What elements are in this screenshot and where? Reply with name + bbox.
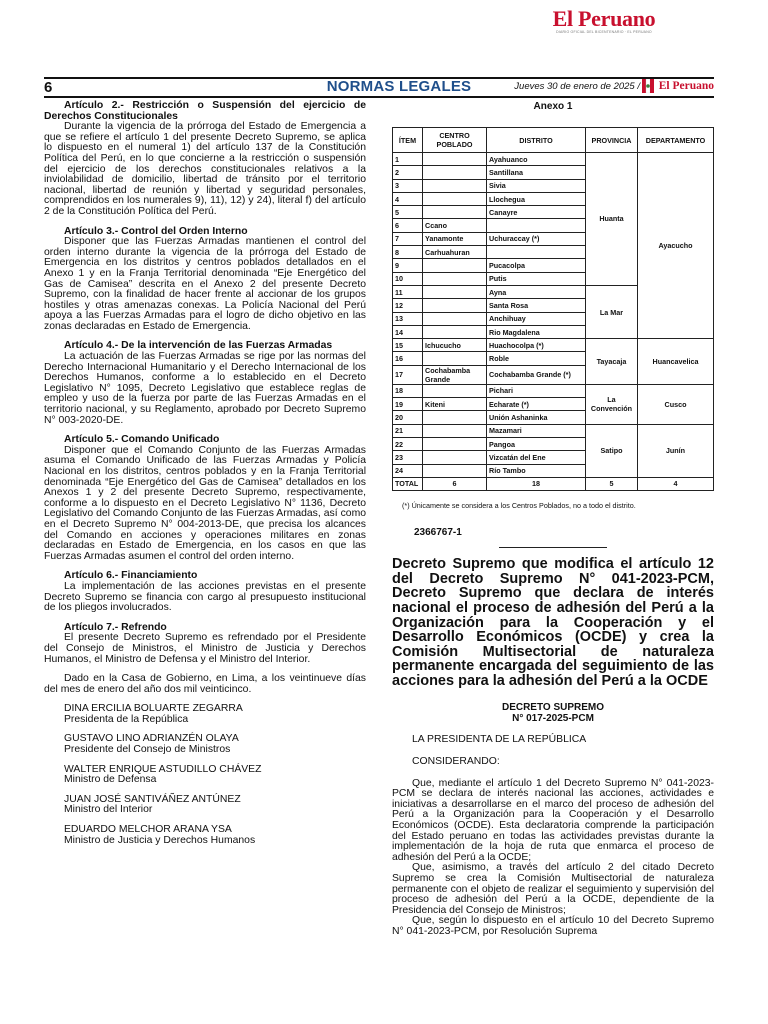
item-cell: 3 bbox=[393, 179, 423, 192]
departamento-cell: Cusco bbox=[638, 384, 714, 424]
table-row bbox=[393, 384, 714, 397]
decree-label: DECRETO SUPREMO bbox=[501, 702, 605, 714]
item-cell: 7 bbox=[393, 232, 423, 245]
column-header: PROVINCIA bbox=[586, 128, 638, 153]
annex-footnote: (*) Únicamente se considera a los Centros Poblados, no a todo el distrito. bbox=[402, 501, 636, 511]
signatory-name: DINA ERCILIA BOLUARTE ZEGARRA bbox=[64, 703, 243, 715]
centro-poblado-cell bbox=[423, 451, 487, 464]
item-cell: 1 bbox=[393, 153, 423, 166]
signatures bbox=[44, 695, 366, 846]
page-number: 6 bbox=[44, 79, 53, 96]
provincia-cell: Huanta bbox=[586, 153, 638, 286]
item-cell: 4 bbox=[393, 192, 423, 205]
distrito-cell: Pichari bbox=[487, 384, 586, 397]
distrito-cell: Santa Rosa bbox=[487, 299, 586, 312]
centro-poblado-cell: Cochabamba Grande bbox=[423, 365, 487, 384]
article-5-body: Disponer que el Comando Conjunto de las Fuerzas Armadas asuma el Comando Unificado de las Fuerzas Armadas y Policía Nacional en los distritos, centros poblados y en la Franja Territorial denominada “Eje Energético del Gas de Camisea” detallados en los Anexos 1 y 2 del presente Decreto Supremo, respectivamente, conforme a lo dispuesto en el Decreto Legislativo N° 1136, Decreto Legislativo del Comando Conjunto de las Fuerzas Armadas, así como en el Decreto Supremo N° 004-2013-DE, que precisa los alcances del Comando en acciones y operaciones militares en zonas declaradas en Estado de Emergencia, en los casos en que las Fuerzas Armadas asumen el control del orden interno. bbox=[44, 444, 366, 562]
item-cell: 23 bbox=[393, 451, 423, 464]
item-cell: 24 bbox=[393, 464, 423, 477]
item-cell: 8 bbox=[393, 246, 423, 259]
signatory-role: Ministro de Defensa bbox=[64, 774, 157, 786]
article-2-title: Artículo 2.- Restricción o Suspensión del ejercicio de Derechos Constitucionales bbox=[44, 100, 366, 122]
provincia-cell: La Convención bbox=[586, 384, 638, 424]
centro-poblado-cell bbox=[423, 325, 487, 338]
considering-paragraph-3: Que, según lo dispuesto en el artículo 10 del Decreto Supremo N° 041-2023-PCM, por Resolución Suprema bbox=[392, 915, 714, 937]
masthead bbox=[524, 8, 684, 35]
president-line: LA PRESIDENTA DE LA REPÚBLICA bbox=[412, 734, 587, 746]
distrito-cell: Río Tambo bbox=[487, 464, 586, 477]
centro-poblado-cell bbox=[423, 285, 487, 298]
table-header-row bbox=[393, 128, 714, 153]
article-2-body: Durante la vigencia de la prórroga del Estado de Emergencia a que se refiere el artículo 1 del presente Decreto Supremo, se aplica lo dispuesto en el numeral 1) del artículo 137 de la Constitución Política del Perú, en lo que concierne a la restricción o suspensión del ejercicio de los derechos constitucionales relativos a la inviolabilidad de domicilio, libertad de tránsito por el territorio nacional, libertad de reunión y libertad y seguridad personales, comprendidos en los numerales 9), 11), 12) y 24), literal f) del artículo 2 de la Constitución Política del Perú. bbox=[44, 121, 366, 217]
centro-poblado-cell bbox=[423, 411, 487, 424]
centro-poblado-cell: Yanamonte bbox=[423, 232, 487, 245]
item-cell: 9 bbox=[393, 259, 423, 272]
header-brand: El Peruano bbox=[658, 80, 714, 92]
centro-poblado-cell bbox=[423, 153, 487, 166]
separator-rule bbox=[499, 547, 607, 548]
distrito-cell: Rio Magdalena bbox=[487, 325, 586, 338]
distrito-cell: Vizcatán del Ene bbox=[487, 451, 586, 464]
provincia-cell: Satipo bbox=[586, 424, 638, 477]
centro-poblado-cell bbox=[423, 384, 487, 397]
distrito-cell bbox=[487, 246, 586, 259]
item-cell: 6 bbox=[393, 219, 423, 232]
distrito-cell: Ayna bbox=[487, 285, 586, 298]
left-column bbox=[44, 101, 366, 846]
item-cell: 11 bbox=[393, 285, 423, 298]
article-4-body: La actuación de las Fuerzas Armadas se rige por las normas del Derecho Internacional Humanitario y el Derecho Internacional de los Derechos Humanos, conforme a lo establecido en el Decreto Legislativo N° 1095, Decreto Legislativo que establece reglas de empleo y uso de la fuerza por parte de las Fuerzas Armadas en el territorio nacional, y su Reglamento, aprobado por Decreto Supremo N° 003-2020-DE. bbox=[44, 351, 366, 426]
column-header: ÍTEM bbox=[393, 128, 423, 153]
header-bottom-rule bbox=[44, 96, 714, 98]
distrito-cell: Mazamari bbox=[487, 424, 586, 437]
article-7-body: El presente Decreto Supremo es refrendado por el Presidente del Consejo de Ministros, el Ministro de Justicia y Derechos Humanos, el Ministro de Defensa y el Ministro del Interior. bbox=[44, 632, 366, 665]
signatory-name: JUAN JOSÉ SANTIVÁÑEZ ANTÚNEZ bbox=[64, 793, 241, 805]
distrito-cell: Llochegua bbox=[487, 192, 586, 205]
provincia-cell: La Mar bbox=[586, 285, 638, 338]
table-row bbox=[393, 339, 714, 352]
centro-poblado-cell bbox=[423, 179, 487, 192]
centro-poblado-cell bbox=[423, 352, 487, 365]
total-distritos: 18 bbox=[487, 477, 586, 490]
signatory-name: WALTER ENRIQUE ASTUDILLO CHÁVEZ bbox=[64, 763, 262, 775]
centro-poblado-cell: Kiteni bbox=[423, 398, 487, 411]
total-centros: 6 bbox=[423, 477, 487, 490]
item-cell: 21 bbox=[393, 424, 423, 437]
total-departamentos: 4 bbox=[638, 477, 714, 490]
article-3-body: Disponer que las Fuerzas Armadas mantienen el control del orden interno durante la vigencia de la prórroga del Estado de Emergencia en los distritos y centros poblados detallados en el Anexo 1 y en la Franja Territorial denominada “Eje Energético del Gas de Camisea” descrita en el Anexo 2 del presente Decreto Supremo, con la finalidad de hacer frente al accionar de los grupos hostiles y otras amenazas conexas. La Policía Nacional del Perú apoya a las Fuerzas Armadas para el logro de dicho objetivo en las zonas declaradas en Estado de Emergencia. bbox=[44, 236, 366, 332]
distrito-cell: Unión Ashaninka bbox=[487, 411, 586, 424]
signatory-role: Presidenta de la República bbox=[64, 713, 189, 725]
annex-title: Anexo 1 bbox=[533, 101, 573, 112]
item-cell: 12 bbox=[393, 299, 423, 312]
annex-table-body bbox=[393, 153, 714, 478]
item-cell: 10 bbox=[393, 272, 423, 285]
distrito-cell: Roble bbox=[487, 352, 586, 365]
total-label: TOTAL bbox=[393, 477, 423, 490]
signatory-role: Presidente del Consejo de Ministros bbox=[64, 744, 231, 756]
item-cell: 18 bbox=[393, 384, 423, 397]
considering-heading: CONSIDERANDO: bbox=[412, 756, 500, 768]
distrito-cell: Putis bbox=[487, 272, 586, 285]
distrito-cell: Cochabamba Grande (*) bbox=[487, 365, 586, 384]
departamento-cell: Ayacucho bbox=[638, 153, 714, 339]
table-row bbox=[393, 424, 714, 437]
article-3-title: Artículo 3.- Control del Orden Interno bbox=[64, 225, 248, 237]
centro-poblado-cell: Ccano bbox=[423, 219, 487, 232]
table-row bbox=[393, 153, 714, 166]
distrito-cell: Echarate (*) bbox=[487, 398, 586, 411]
publication-code: 2366767-1 bbox=[414, 527, 462, 539]
centro-poblado-cell bbox=[423, 259, 487, 272]
distrito-cell: Ayahuanco bbox=[487, 153, 586, 166]
centro-poblado-cell bbox=[423, 192, 487, 205]
item-cell: 22 bbox=[393, 437, 423, 450]
signatory-role: Ministro de Justicia y Derechos Humanos bbox=[64, 834, 256, 846]
distrito-cell: Pucacolpa bbox=[487, 259, 586, 272]
considering-paragraph-1: Que, mediante el artículo 1 del Decreto Supremo N° 041-2023-PCM se declara de interés nacional las acciones, actividades e iniciativas a desarrollarse en el marco del proceso de adhesión del Perú a la Organización para la Cooperación y el Desarrollo Económicos (OCDE). Esta declaratoria comprende la participación del Estado peruano en todas las actividades previstas durante la implementación de la hoja de ruta que enmarca el proceso de adhesión del Perú a la OCDE; bbox=[392, 777, 714, 863]
considering-paragraph-2: Que, asimismo, a través del artículo 2 del citado Decreto Supremo se crea la Comisión Multisectorial de naturaleza permanente con el objeto de realizar el seguimiento y supervisión del proceso de adhesión del Perú a la OCDE, dependiente de la Presidencia del Consejo de Ministros; bbox=[392, 862, 714, 916]
page-header bbox=[44, 76, 714, 98]
distrito-cell: Huachocolpa (*) bbox=[487, 339, 586, 352]
article-4-title: Artículo 4.- De la intervención de las Fuerzas Armadas bbox=[64, 340, 333, 352]
distrito-cell: Canayre bbox=[487, 206, 586, 219]
decree-number: N° 017-2025-PCM bbox=[512, 713, 594, 725]
item-cell: 2 bbox=[393, 166, 423, 179]
distrito-cell: Uchuraccay (*) bbox=[487, 232, 586, 245]
annex-table bbox=[392, 127, 714, 491]
item-cell: 5 bbox=[393, 206, 423, 219]
article-6-body: La implementación de las acciones previstas en el presente Decreto Supremo se financia con cargo al presupuesto institucional de los pliegos involucrados. bbox=[44, 580, 366, 614]
provincia-cell: Tayacaja bbox=[586, 339, 638, 385]
item-cell: 15 bbox=[393, 339, 423, 352]
decree-title: Decreto Supremo que modifica el artículo 12 del Decreto Supremo N° 041-2023-PCM, Decreto Supremo que declara de interés nacional el proceso de adhesión del Perú a la Organización para la Cooperación y el Desarrollo Económicos (OCDE) y crea la Comisión Multisectorial de naturaleza permanente encargada del seguimiento de las acciones para la adhesión del Perú a la OCDE bbox=[392, 556, 714, 689]
section-title: NORMAS LEGALES bbox=[326, 78, 472, 95]
article-6-title: Artículo 6.- Financiamiento bbox=[64, 570, 198, 582]
distrito-cell: Santillana bbox=[487, 166, 586, 179]
decree-heading bbox=[392, 702, 714, 724]
issue-date: Jueves 30 de enero de 2025 / bbox=[514, 81, 640, 92]
coat-of-arms-icon bbox=[642, 79, 654, 93]
article-5-title: Artículo 5.- Comando Unificado bbox=[64, 434, 220, 446]
column-header: DEPARTAMENTO bbox=[638, 128, 714, 153]
distrito-cell bbox=[487, 219, 586, 232]
right-column bbox=[392, 101, 714, 938]
centro-poblado-cell: Carhuahuran bbox=[423, 246, 487, 259]
centro-poblado-cell bbox=[423, 312, 487, 325]
signatory-name: EDUARDO MELCHOR ARANA YSA bbox=[64, 824, 232, 836]
centro-poblado-cell bbox=[423, 299, 487, 312]
masthead-tagline: DIARIO OFICIAL DEL BICENTENARIO · EL PERUANO bbox=[556, 30, 652, 34]
centro-poblado-cell bbox=[423, 272, 487, 285]
item-cell: 19 bbox=[393, 398, 423, 411]
departamento-cell: Junín bbox=[638, 424, 714, 477]
article-7-title: Artículo 7.- Refrendo bbox=[64, 621, 167, 633]
item-cell: 17 bbox=[393, 365, 423, 384]
centro-poblado-cell bbox=[423, 166, 487, 179]
signatory-name: GUSTAVO LINO ADRIANZÉN OLAYA bbox=[64, 733, 239, 745]
signatory-role: Ministro del Interior bbox=[64, 804, 153, 816]
item-cell: 20 bbox=[393, 411, 423, 424]
el-peruano-logo: El Peruano bbox=[552, 6, 656, 31]
centro-poblado-cell bbox=[423, 437, 487, 450]
item-cell: 16 bbox=[393, 352, 423, 365]
departamento-cell: Huancavelica bbox=[638, 339, 714, 385]
total-row bbox=[393, 477, 714, 490]
column-header: CENTRO POBLADO bbox=[423, 128, 487, 153]
distrito-cell: Sivia bbox=[487, 179, 586, 192]
distrito-cell: Pangoa bbox=[487, 437, 586, 450]
distrito-cell: Anchihuay bbox=[487, 312, 586, 325]
item-cell: 13 bbox=[393, 312, 423, 325]
centro-poblado-cell bbox=[423, 464, 487, 477]
item-cell: 14 bbox=[393, 325, 423, 338]
column-header: DISTRITO bbox=[487, 128, 586, 153]
given-at-text: Dado en la Casa de Gobierno, en Lima, a los veintinueve días del mes de enero del año dos mil veinticinco. bbox=[44, 673, 366, 695]
total-provincias: 5 bbox=[586, 477, 638, 490]
centro-poblado-cell bbox=[423, 206, 487, 219]
centro-poblado-cell bbox=[423, 424, 487, 437]
centro-poblado-cell: Ichucucho bbox=[423, 339, 487, 352]
